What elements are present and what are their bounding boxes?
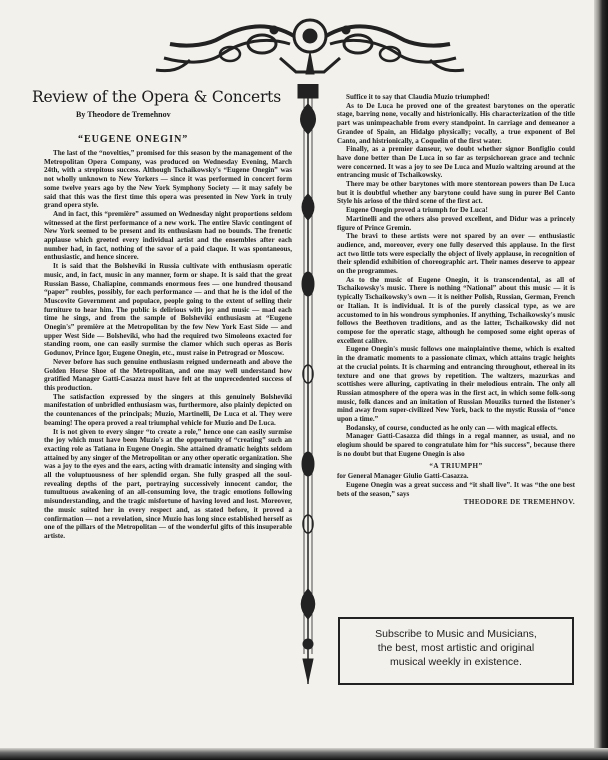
scan-edge-bottom <box>0 748 608 760</box>
paragraph: It is not given to every singer “to create a role,” hence one can easily surmise the joy which must have been Muzio's at the opportunity of “creating” such an exacting role as Tatiana in Eugene Onegin. She attained dramatic heights seldom attained by any singer of the Metropolitan or any other operatic organization. She was a joy to the eyes and the ears, acting with dramatic intensity and singing with all the voluptuousness of her splendid organ. She fully grasped all the soul-revealing depths of the part, portraying successively innocent candor, the tumultuous awakening of an all-consuming love, the tragic emotions following misunderstanding, and the tragic misfortune of having loved and lost. Moreover, the music suited her in every respect and, as stated before, it proved a confirmation — not a revelation, since Muzio has long since established herself as one of the pillars of the Metropolitan — of the wonderful gifts of this insuperable artiste. <box>44 427 292 540</box>
article-subhead: “EUGENE ONEGIN” <box>78 134 189 145</box>
paragraph: Bodansky, of course, conducted as he only can — with magical effects. <box>346 423 558 432</box>
article-title: Review of the Opera & Concerts <box>32 88 281 106</box>
paragraph: for General Manager Giulio Gatti-Casazza. <box>337 472 469 481</box>
author-signature: THEODORE DE TREMEHNOV. <box>463 498 575 507</box>
paragraph: The last of the “novelties,” promised for this season by the management of the Metropolitan Opera Company, was produced on Wednesday Evening, March 24th, with a strepitous success. Although Tschaikowsky's “Eugene Onegin” was not wholly unknown to New Yorkers — since it was performed in concert form some twelve years ago by the New York Symphony Society — it may safely be said that this was the first time this opera was presented in New York in truly grand opera style. <box>44 149 292 210</box>
ad-line: musical weekly in existence. <box>390 656 522 668</box>
paragraph: The bravi to these artists were not spared by an over — enthusiastic audience, and, moreover, every one fully deserved this applause. In the first act two little tots were especially the object of lively applause, in recognition of their splendid exhibition of choreographic art. Their names deserve to appear on the programmes. <box>337 232 575 276</box>
paragraph: Finally, as a premier danseur, we doubt whether signor Bonfiglio could have done better than De Luca in so far as terpsichorean grace and technic were concerned. It was a joy to see De Luca and Muzio waltzing around at the entrancing music of Tschaikowsky. <box>337 145 575 180</box>
ad-line: the best, most artistic and original <box>377 642 535 654</box>
paragraph: Manager Gatti-Casazza did things in a regal manner, as usual, and no elogium should be spared to congratulate him for “his success”, because there is no doubt but that Eugene Onegin is also <box>337 432 575 458</box>
header-ornament <box>150 14 470 84</box>
left-column <box>44 149 292 719</box>
paragraph: Martinelli and the others also proved excellent, and Didur was a princely figure of Prince Gremin. <box>337 214 575 232</box>
paragraph: The satisfaction expressed by the singers at this genuinely Bolsheviki manifestation of unbridled enthusiasm was, furthermore, also plainly depicted on the countenances of the principals; Muzio, Martinelli, De Luca et al. They were beaming! The opera proved a real triumphal vehicle for Muzio and De Luca. <box>44 392 292 427</box>
paragraph: Eugene Onegin's music follows one mainplaintive theme, which is exalted in the dramatic moments to a passionate climax, which attains tragic heights at the crucial points. It is charming and entrancing throughout, ethereal in its texture and one that grows by repetition. The waltzers, mazurkas and scottishes were alluring, captivating in their melodious entrain. The only all Russian atmosphere of the opera was in the first act, in which some folk-song music, folk dances and an imitation of Russian Mouziks turned the listener's mind away from super-civilized New York, back to the mystic Russia of “once upon a time.” <box>337 345 575 424</box>
paragraph: As to the music of Eugene Onegin, it is transcendental, as all of Tschaikowsky's music. There is nothing “National” about this music — it is typically Tschaikowsky's own — it is neither Polish, Russian, German, French or Italian. It is individual. It is of the purely classical type, as we are accustomed to in his wondrous symphonies. If anything, Tschaikowsky's music follows the Beethoven traditions, and as the latter, Tschaikowsky did not compose for the operatic stage, although he composed some eight operas of excellent calibre. <box>337 275 575 345</box>
column-divider-ornament <box>293 84 323 684</box>
triumph-heading: “A TRIUMPH” <box>429 461 483 470</box>
paragraph: There may be other barytones with more stentorean powers than De Luca but it is doubtful whether any barytone could have sung in purer Bel Canto Style his arioso of the third scene of the first act. <box>337 180 575 206</box>
paragraph: Never before has such genuine enthusiasm reigned underneath and above the Golden Horse Shoe of the Metropolitan, and one may well understand how gratified Manager Gatti-Casazza must have felt at the unprecedented success of this production. <box>44 357 292 392</box>
scan-edge-right <box>594 0 608 760</box>
subscription-ad <box>338 617 574 685</box>
paragraph: Eugene Onegin proved a triumph for De Luca! <box>346 206 488 215</box>
paragraph: As to De Luca he proved one of the greatest barytones on the operatic stage, barring none, vocally and histrionically. His characterization of the title part was unimpeachable from every standpoint. In carriage and demeanor a Grandee of Spain, an Hidalgo physically; vocally, a true exponent of Bel Canto, and histrionically, a Coquelin of the first water. <box>337 101 575 145</box>
paragraph: It is said that the Bolsheviki in Russia cultivate with enthusiasm operatic music, and, in fact, music in any manner, form or shape. It is said that the great Russian Basso, Chaliapine, commands enormous fees — one hundred thousand “paper” roubles, possibly, for each performance — and that he is the idol of the Muscovite Government and populace, people going to the extent of selling their furniture to hear him. The public is delirious with joy and music — mad each time he sings, and from the sample of Bolsheviki enthusiasm at “Eugene Onegin's” première at the Metropolitan by the few New York East Side — and upper West Side — Bolsheviki, who had the required two Simoleons exacted for standing room, one can easily surmise the clamor which such operas as Boris Godunov, Prince Igor, Eugene Onegin, etc., must raise in Petrograd or Moscow. <box>44 262 292 358</box>
ad-line: Subscribe to Music and Musicians, <box>375 628 537 640</box>
right-column <box>337 93 575 613</box>
paragraph: Suffice it to say that Claudia Muzio triumphed! <box>346 93 490 101</box>
paragraph: Eugene Onegin was a great success and “it shall live”. It was “the one best bets of the season,” says <box>337 480 575 498</box>
article-byline: By Theodore de Tremehnov <box>76 110 171 119</box>
paragraph: And in fact, this “première” assumed on Wednesday night proportions seldom witnessed at the first performance of a new work. The entire Slavic contingent of New York seemed to be present and its enthusiasm had no bounds. The frenetic applause which greeted every individual artist and the ensembles after each number had, in fact, nothing of the savor of a paid claque. It was spontaneous, enthusiastic, and hence sincere. <box>44 209 292 262</box>
